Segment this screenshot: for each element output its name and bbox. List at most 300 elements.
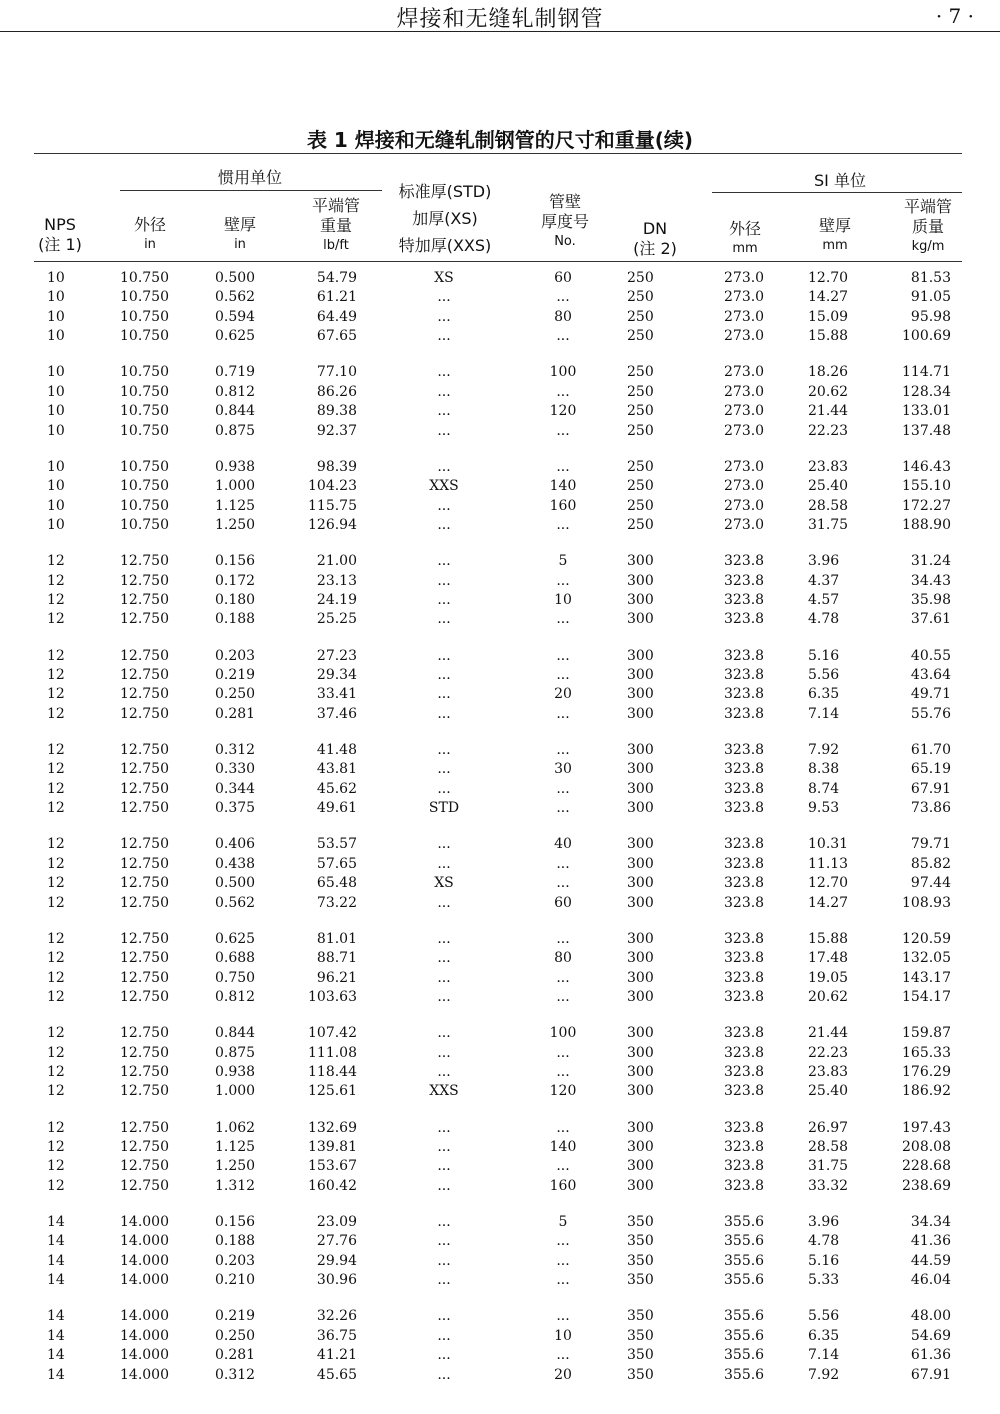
od-mm-cell: 323.8	[724, 1083, 765, 1100]
mass-cell: 188.90	[902, 517, 951, 533]
table-row	[0, 950, 1000, 969]
designation-cell: ...	[437, 950, 451, 967]
nps-cell: 12	[47, 705, 65, 722]
nps-cell: 12	[47, 875, 65, 892]
weight-cell: 29.94	[316, 1252, 357, 1269]
nps-cell: 12	[47, 1158, 65, 1175]
schedule-cell: 5	[558, 1214, 568, 1230]
wt-in-cell: 1.125	[215, 1139, 256, 1155]
table-row	[0, 1328, 1000, 1347]
schedule-cell: ...	[556, 667, 570, 683]
schedule-cell: ...	[556, 969, 570, 986]
wt-in-cell: 0.719	[215, 364, 256, 381]
od-mm-cell: 323.8	[724, 930, 765, 947]
mass-cell: 133.01	[902, 403, 951, 420]
designation-cell: ...	[437, 1252, 451, 1269]
dn-cell: 250	[627, 270, 654, 286]
od-in-cell: 12.750	[120, 894, 169, 911]
weight-cell: 43.81	[316, 761, 357, 778]
od-in-cell: 10.750	[120, 517, 169, 533]
table-row	[0, 875, 1000, 894]
nps-cell: 14	[47, 1366, 65, 1383]
od-mm-cell: 323.8	[724, 611, 765, 628]
wt-in-cell: 0.250	[215, 1327, 256, 1344]
schedule-cell: 10	[554, 592, 572, 608]
nps-cell: 12	[47, 969, 65, 986]
weight-cell: 77.10	[316, 364, 357, 381]
weight-cell: 41.21	[316, 1347, 357, 1364]
nps-cell: 12	[47, 1177, 65, 1194]
schedule-cell: 40	[554, 836, 572, 853]
od-mm-cell: 323.8	[724, 705, 765, 722]
od-in-cell: 10.750	[120, 383, 169, 400]
wt-mm-cell: 26.97	[808, 1119, 849, 1136]
od-mm-cell: 323.8	[724, 969, 765, 986]
schedule-cell: 160	[549, 497, 577, 514]
od-in-cell: 14.000	[120, 1214, 169, 1230]
mass-cell: 54.69	[910, 1327, 951, 1344]
od-mm-cell: 273.0	[724, 403, 765, 420]
schedule-cell: ...	[556, 383, 570, 400]
wt-mm-cell: 4.57	[808, 592, 840, 608]
dn-cell: 300	[627, 989, 654, 1005]
schedule-cell: 60	[554, 270, 572, 286]
mass-cell: 61.70	[910, 742, 951, 758]
od-in-cell: 12.750	[120, 930, 169, 947]
mass-cell: 172.27	[902, 497, 951, 514]
wt-mm-cell: 23.83	[808, 1064, 849, 1080]
weight-cell: 139.81	[308, 1139, 357, 1155]
mass-cell: 108.93	[902, 894, 951, 911]
weight-cell: 29.34	[316, 667, 357, 683]
designation-cell: ...	[437, 553, 451, 570]
nps-header: NPS (注 1)	[38, 215, 82, 254]
dn-cell: 300	[627, 572, 654, 589]
wt-mm-cell: 14.27	[808, 289, 849, 306]
dn-cell: 300	[627, 1025, 654, 1042]
schedule-cell: 100	[549, 1025, 577, 1042]
nps-cell: 10	[47, 403, 65, 420]
wt-in-cell: 0.203	[215, 647, 256, 664]
designation-cell: ...	[437, 894, 451, 911]
nps-cell: 10	[47, 364, 65, 381]
wt-in-cell: 1.000	[215, 478, 256, 495]
wt-mm-cell: 9.53	[808, 800, 840, 817]
wt-in-cell: 0.844	[215, 403, 256, 420]
od-mm-cell: 355.6	[724, 1214, 765, 1230]
od-in-cell: 12.750	[120, 875, 169, 892]
table-row	[0, 836, 1000, 855]
dn-cell: 300	[627, 894, 654, 911]
nps-cell: 12	[47, 761, 65, 778]
schedule-cell: 80	[554, 950, 572, 967]
wt-mm-cell: 4.78	[808, 611, 840, 628]
wt-in-cell: 0.562	[215, 894, 256, 911]
dn-cell: 350	[627, 1214, 654, 1230]
schedule-cell: ...	[556, 742, 570, 758]
wt-in-cell: 0.188	[215, 1233, 256, 1250]
designation-cell: ...	[437, 1272, 451, 1289]
weight-cell: 88.71	[316, 950, 357, 967]
wt-mm-cell: 5.16	[808, 647, 840, 664]
od-in-cell: 12.750	[120, 592, 169, 608]
table-row	[0, 573, 1000, 592]
schedule-cell: ...	[556, 572, 570, 589]
designation-cell: ...	[437, 930, 451, 947]
wt-mm-cell: 22.23	[808, 422, 849, 439]
mass-cell: 46.04	[910, 1272, 951, 1289]
table-row	[0, 309, 1000, 328]
schedule-cell: 60	[554, 894, 572, 911]
wt-mm-cell: 25.40	[808, 478, 849, 495]
mass-cell: 238.69	[902, 1177, 951, 1194]
dn-cell: 300	[627, 800, 654, 817]
mass-cell: 154.17	[902, 989, 951, 1005]
od-mm-cell: 355.6	[724, 1347, 765, 1364]
designation-cell: ...	[437, 1158, 451, 1175]
weight-cell: 103.63	[308, 989, 357, 1005]
wt-mm-cell: 10.31	[808, 836, 849, 853]
nps-cell: 12	[47, 611, 65, 628]
od-mm-cell: 323.8	[724, 1158, 765, 1175]
weight-cell: 37.46	[316, 705, 357, 722]
mass-cell: 79.71	[910, 836, 951, 853]
weight-cell: 126.94	[308, 517, 357, 533]
dn-cell: 300	[627, 592, 654, 608]
schedule-cell: 10	[554, 1327, 572, 1344]
designation-cell: ...	[437, 1177, 451, 1194]
dn-cell: 300	[627, 1139, 654, 1155]
od-in-cell: 12.750	[120, 761, 169, 778]
mass-cell: 186.92	[902, 1083, 951, 1100]
schedule-cell: 140	[549, 1139, 577, 1155]
od-mm-cell: 323.8	[724, 1177, 765, 1194]
schedule-cell: 120	[549, 403, 577, 420]
mass-cell: 165.33	[902, 1044, 951, 1061]
designation-cell: ...	[437, 289, 451, 306]
designation-cell: ...	[437, 403, 451, 420]
od-in-cell: 12.750	[120, 647, 169, 664]
od-mm-cell: 273.0	[724, 517, 765, 533]
od-in-cell: 10.750	[120, 403, 169, 420]
od-in-cell: 12.750	[120, 572, 169, 589]
weight-cell: 111.08	[308, 1044, 357, 1061]
schedule-cell: 5	[558, 553, 568, 570]
od-mm-cell: 273.0	[724, 364, 765, 381]
wt-mm-cell: 19.05	[808, 969, 849, 986]
designation-cell: ...	[437, 308, 451, 325]
nps-cell: 12	[47, 989, 65, 1005]
table-row	[0, 761, 1000, 780]
dn-cell: 350	[627, 1272, 654, 1289]
table-row	[0, 1064, 1000, 1083]
weight-cell: 81.01	[316, 930, 357, 947]
schedule-cell: ...	[556, 1158, 570, 1175]
od-in-cell: 12.750	[120, 989, 169, 1005]
wt-in-cell: 0.625	[215, 328, 256, 345]
mass-cell: 44.59	[910, 1252, 951, 1269]
mass-cell: 65.19	[910, 761, 951, 778]
designation-cell: ...	[437, 1044, 451, 1061]
od-mm-cell: 273.0	[724, 308, 765, 325]
wt-mm-cell: 33.32	[808, 1177, 849, 1194]
wt-in-cell: 0.156	[215, 553, 256, 570]
schedule-header: 管壁 厚度号 No.	[540, 192, 589, 249]
schedule-cell: ...	[556, 800, 570, 817]
dn-cell: 300	[627, 742, 654, 758]
table-row	[0, 611, 1000, 630]
od-mm-cell: 323.8	[724, 855, 765, 872]
od-in-cell: 12.750	[120, 950, 169, 967]
od-mm-cell: 323.8	[724, 1044, 765, 1061]
nps-cell: 14	[47, 1308, 65, 1325]
wt-mm-cell: 18.26	[808, 364, 849, 381]
mass-cell: 132.05	[902, 950, 951, 967]
od-in-cell: 12.750	[120, 800, 169, 817]
designation-cell: STD	[428, 800, 460, 817]
dn-cell: 250	[627, 497, 654, 514]
designation-cell: ...	[437, 989, 451, 1005]
od-in-cell: 12.750	[120, 1044, 169, 1061]
weight-cell: 96.21	[316, 969, 357, 986]
table-row	[0, 1045, 1000, 1064]
wt-mm-cell: 31.75	[808, 1158, 849, 1175]
schedule-cell: ...	[556, 989, 570, 1005]
mass-cell: 97.44	[910, 875, 951, 892]
dn-cell: 300	[627, 950, 654, 967]
wt-in-cell: 0.330	[215, 761, 256, 778]
dn-cell: 250	[627, 383, 654, 400]
dn-cell: 300	[627, 969, 654, 986]
weight-cell: 98.39	[316, 458, 357, 475]
wt-in-cell: 0.562	[215, 289, 256, 306]
wt-in-cell: 0.250	[215, 686, 256, 703]
schedule-cell: 20	[554, 1366, 572, 1383]
od-mm-cell: 273.0	[724, 497, 765, 514]
wt-mm-cell: 8.38	[808, 761, 840, 778]
weight-cell: 132.69	[308, 1119, 357, 1136]
od-mm-cell: 273.0	[724, 478, 765, 495]
wt-in-cell: 0.312	[215, 742, 256, 758]
mass-cell: 31.24	[910, 553, 951, 570]
table-row	[0, 289, 1000, 308]
dn-cell: 300	[627, 1064, 654, 1080]
weight-cell: 45.65	[316, 1366, 357, 1383]
designation-header: 标准厚(STD) 加厚(XS) 特加厚(XXS)	[398, 182, 492, 255]
designation-cell: ...	[437, 1064, 451, 1080]
od-in-cell: 12.750	[120, 1064, 169, 1080]
designation-cell: ...	[437, 1119, 451, 1136]
od-in-cell: 10.750	[120, 364, 169, 381]
od-mm-cell: 273.0	[724, 383, 765, 400]
wt-in-cell: 0.938	[215, 458, 256, 475]
weight-cell: 67.65	[316, 328, 357, 345]
mass-cell: 49.71	[910, 686, 951, 703]
od-mm-cell: 323.8	[724, 647, 765, 664]
si-group-header: SI 单位	[814, 171, 866, 190]
dn-cell: 300	[627, 667, 654, 683]
table-row	[0, 328, 1000, 347]
designation-cell: ...	[437, 422, 451, 439]
od-in-cell: 14.000	[120, 1233, 169, 1250]
wt-mm-cell: 5.33	[808, 1272, 840, 1289]
wt-in-cell: 0.875	[215, 422, 256, 439]
od-mm-cell: 323.8	[724, 761, 765, 778]
nps-cell: 12	[47, 667, 65, 683]
schedule-cell: ...	[556, 1272, 570, 1289]
weight-cell: 27.76	[316, 1233, 357, 1250]
weight-cell: 45.62	[316, 780, 357, 797]
table-row	[0, 1253, 1000, 1272]
wt-in-cell: 0.438	[215, 855, 256, 872]
running-title: 焊接和无缝轧制钢管	[396, 7, 604, 32]
mass-cell: 43.64	[910, 667, 951, 683]
nps-cell: 12	[47, 1119, 65, 1136]
weight-cell: 23.09	[316, 1214, 357, 1230]
weight-cell: 32.26	[316, 1308, 357, 1325]
table-row	[0, 970, 1000, 989]
dn-cell: 250	[627, 478, 654, 495]
designation-cell: ...	[437, 1139, 451, 1155]
nps-cell: 10	[47, 458, 65, 475]
page-number: · 7 ·	[935, 4, 974, 28]
table-row	[0, 1272, 1000, 1291]
od-mm-cell: 273.0	[724, 422, 765, 439]
table-row	[0, 459, 1000, 478]
table-row	[0, 781, 1000, 800]
designation-cell: ...	[437, 1214, 451, 1230]
wt-mm-header: 壁厚 mm	[818, 216, 851, 253]
dn-cell: 300	[627, 1158, 654, 1175]
weight-cell: 153.67	[308, 1158, 357, 1175]
dn-cell: 300	[627, 780, 654, 797]
wt-mm-cell: 15.88	[808, 328, 849, 345]
weight-cell: 41.48	[316, 742, 357, 758]
dn-header: DN (注 2)	[633, 219, 677, 258]
designation-cell: ...	[437, 1308, 451, 1325]
od-mm-cell: 323.8	[724, 780, 765, 797]
wt-in-cell: 0.312	[215, 1366, 256, 1383]
od-in-cell: 10.750	[120, 422, 169, 439]
table-row	[0, 1083, 1000, 1102]
mass-header: 平端管 质量 kg/m	[903, 197, 952, 254]
wt-in-cell: 0.172	[215, 572, 256, 589]
schedule-cell: 20	[554, 686, 572, 703]
od-in-cell: 12.750	[120, 1119, 169, 1136]
wt-mm-cell: 4.78	[808, 1233, 840, 1250]
table-row	[0, 667, 1000, 686]
table-row	[0, 592, 1000, 611]
mass-cell: 40.55	[910, 647, 951, 664]
dn-cell: 350	[627, 1347, 654, 1364]
od-mm-cell: 355.6	[724, 1308, 765, 1325]
od-mm-cell: 323.8	[724, 989, 765, 1005]
od-in-cell: 10.750	[120, 328, 169, 345]
table-row	[0, 742, 1000, 761]
table-row	[0, 270, 1000, 289]
mass-cell: 120.59	[902, 930, 951, 947]
wt-mm-cell: 3.96	[808, 553, 840, 570]
wt-in-cell: 1.125	[215, 497, 256, 514]
nps-cell: 12	[47, 950, 65, 967]
od-in-header: 外径 in	[133, 215, 166, 252]
od-in-cell: 10.750	[120, 497, 169, 514]
mass-cell: 128.34	[902, 383, 951, 400]
wt-mm-cell: 15.88	[808, 930, 849, 947]
table-row	[0, 478, 1000, 497]
wt-in-cell: 0.188	[215, 611, 256, 628]
dn-cell: 250	[627, 364, 654, 381]
wt-mm-cell: 5.16	[808, 1252, 840, 1269]
designation-cell: ...	[437, 686, 451, 703]
nps-cell: 12	[47, 1044, 65, 1061]
wt-mm-cell: 12.70	[808, 270, 849, 286]
weight-cell: 61.21	[316, 289, 357, 306]
designation-cell: ...	[437, 1347, 451, 1364]
wt-in-cell: 1.312	[215, 1177, 256, 1194]
wt-in-cell: 0.812	[215, 383, 256, 400]
mass-cell: 197.43	[902, 1119, 951, 1136]
nps-cell: 12	[47, 742, 65, 758]
schedule-cell: ...	[556, 1064, 570, 1080]
dn-cell: 300	[627, 553, 654, 570]
designation-cell: ...	[437, 364, 451, 381]
wt-in-cell: 1.250	[215, 517, 256, 533]
designation-cell: ...	[437, 855, 451, 872]
wt-in-cell: 1.250	[215, 1158, 256, 1175]
wt-in-cell: 0.688	[215, 950, 256, 967]
mass-cell: 34.43	[910, 572, 951, 589]
od-mm-cell: 323.8	[724, 742, 765, 758]
wt-in-cell: 0.281	[215, 705, 256, 722]
weight-cell: 115.75	[308, 497, 357, 514]
dn-cell: 250	[627, 403, 654, 420]
nps-cell: 14	[47, 1252, 65, 1269]
nps-cell: 10	[47, 308, 65, 325]
designation-cell: ...	[437, 969, 451, 986]
dn-cell: 350	[627, 1366, 654, 1383]
mass-cell: 146.43	[902, 458, 951, 475]
wt-mm-cell: 5.56	[808, 667, 840, 683]
od-mm-cell: 355.6	[724, 1366, 765, 1383]
od-in-cell: 10.750	[120, 289, 169, 306]
od-mm-cell: 323.8	[724, 592, 765, 608]
schedule-cell: 140	[549, 478, 577, 495]
od-in-cell: 12.750	[120, 1025, 169, 1042]
table-row	[0, 364, 1000, 383]
table-row	[0, 1178, 1000, 1197]
table-row	[0, 931, 1000, 950]
od-in-cell: 12.750	[120, 1158, 169, 1175]
mass-cell: 228.68	[902, 1158, 951, 1175]
nps-cell: 12	[47, 894, 65, 911]
wt-mm-cell: 21.44	[808, 403, 849, 420]
weight-cell: 92.37	[316, 422, 357, 439]
wt-mm-cell: 8.74	[808, 780, 840, 797]
table-row	[0, 895, 1000, 914]
wt-mm-cell: 28.58	[808, 1139, 849, 1155]
dn-cell: 250	[627, 422, 654, 439]
wt-in-cell: 0.812	[215, 989, 256, 1005]
od-in-cell: 10.750	[120, 478, 169, 495]
schedule-cell: ...	[556, 422, 570, 439]
mass-cell: 81.53	[910, 270, 951, 286]
weight-cell: 104.23	[308, 478, 357, 495]
wt-mm-cell: 4.37	[808, 572, 840, 589]
nps-cell: 10	[47, 497, 65, 514]
weight-cell: 21.00	[316, 553, 357, 570]
designation-cell: XS	[434, 270, 454, 286]
